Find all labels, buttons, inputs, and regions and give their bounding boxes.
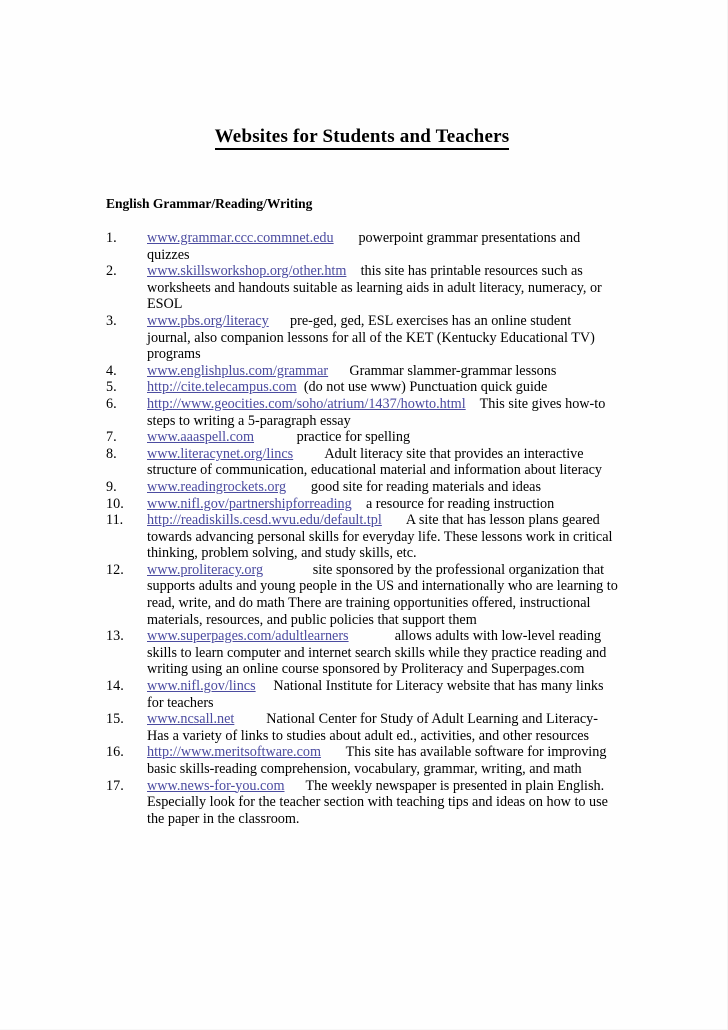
list-item-number: 9. <box>106 478 117 495</box>
list-item <box>106 363 618 380</box>
list-item <box>106 711 618 744</box>
list-item-body <box>147 778 618 828</box>
website-link[interactable]: www.ncsall.net <box>147 711 235 728</box>
list-item <box>106 678 618 711</box>
website-link[interactable]: www.skillsworkshop.org/other.htm <box>147 263 347 280</box>
list-item-number: 7. <box>106 429 117 446</box>
list-item-body <box>147 313 618 363</box>
website-link[interactable]: http://www.meritsoftware.com <box>147 744 322 761</box>
link-description-spacer <box>346 263 360 279</box>
list-item-number: 15. <box>106 711 124 728</box>
website-link[interactable]: www.aaaspell.com <box>147 429 255 446</box>
link-description-spacer <box>349 628 395 644</box>
list-item-body <box>147 496 618 513</box>
website-link[interactable]: http://cite.telecampus.com <box>147 379 297 396</box>
list-item <box>106 744 618 777</box>
page-title <box>106 126 618 150</box>
website-description: a resource for reading instruction <box>365 495 555 512</box>
website-description: Grammar slammer-grammar lessons <box>349 362 557 379</box>
website-link[interactable]: www.nifl.gov/lincs <box>147 678 256 695</box>
website-link[interactable]: http://readiskills.cesd.wvu.edu/default.tpl <box>147 512 382 529</box>
website-description: allows adults with low-level reading skills to learn computer and internet search skills while they practice reading and writing using an online course sponsored by Proliteracy and Superpages.com <box>147 628 607 678</box>
list-item-body <box>147 678 618 711</box>
website-link[interactable]: www.proliteracy.org <box>147 561 264 578</box>
website-link[interactable]: www.nifl.gov/partnershipforreading <box>147 495 352 512</box>
website-description: This site has available software for improving basic skills-reading comprehension, vocabulary, grammar, writing, and math <box>147 744 607 777</box>
list-item <box>106 230 618 263</box>
list-item <box>106 496 618 513</box>
list-item-body <box>147 744 618 777</box>
list-item-number: 11. <box>106 512 124 529</box>
list-item <box>106 396 618 429</box>
link-description-spacer <box>293 446 324 462</box>
list-item-body <box>147 711 618 744</box>
link-description-spacer <box>263 562 313 578</box>
list-item-body <box>147 396 618 429</box>
website-link[interactable]: www.superpages.com/adultlearners <box>147 628 349 645</box>
website-link[interactable]: www.readingrockets.org <box>147 478 287 495</box>
website-link[interactable]: www.pbs.org/literacy <box>147 312 269 329</box>
list-item-number: 8. <box>106 445 117 462</box>
list-item-number: 4. <box>106 362 117 379</box>
website-list <box>106 230 618 827</box>
website-description: This site gives how-to steps to writing a 5-paragraph essay <box>147 395 606 429</box>
website-description: A site that has lesson plans geared towards advancing personal skills for everyday life. These lessons work in critical thinking, problem solving, and study skills, etc. <box>147 512 613 562</box>
list-item-body <box>147 628 618 678</box>
list-item-body <box>147 363 618 380</box>
website-description: (do not use www) Punctuation quick guide <box>303 379 548 396</box>
list-item-number: 17. <box>106 777 124 794</box>
website-link[interactable]: http://www.geocities.com/soho/atrium/1437/howto.html <box>147 395 466 412</box>
list-item <box>106 446 618 479</box>
website-description: site sponsored by the professional organization that supports adults and young people in the US and internationally who are learning to read, write, and do math There are training opportunities offered, instructional materials, resources, and public policies that support them <box>147 561 618 628</box>
list-item <box>106 263 618 313</box>
link-description-spacer <box>254 429 297 445</box>
list-item-number: 14. <box>106 678 124 695</box>
list-item <box>106 429 618 446</box>
list-item <box>106 379 618 396</box>
link-description-spacer <box>286 479 311 495</box>
document-content <box>106 126 618 827</box>
website-link[interactable]: www.literacynet.org/lincs <box>147 445 294 462</box>
list-item <box>106 628 618 678</box>
list-item-body <box>147 512 618 562</box>
list-item <box>106 479 618 496</box>
list-item-number: 2. <box>106 263 117 280</box>
link-description-spacer <box>328 363 349 379</box>
list-item-body <box>147 562 618 628</box>
list-item-body <box>147 379 618 396</box>
list-item <box>106 313 618 363</box>
website-link[interactable]: www.grammar.ccc.commnet.edu <box>147 230 334 246</box>
link-description-spacer <box>297 379 304 395</box>
list-item-number: 5. <box>106 379 117 396</box>
website-description: National Institute for Literacy website that has many links for teachers <box>147 678 604 711</box>
page-title-text: Websites for Students and Teachers <box>215 126 510 150</box>
website-description: powerpoint grammar presentations and quizzes <box>147 230 581 263</box>
list-item-body <box>147 429 618 446</box>
list-item <box>106 512 618 562</box>
link-description-spacer <box>334 230 359 246</box>
link-description-spacer <box>256 678 274 694</box>
website-description: National Center for Study of Adult Learning and Literacy-Has a variety of links to studies about adult ed., activities, and other resources <box>147 711 598 744</box>
website-link[interactable]: www.englishplus.com/grammar <box>147 362 329 379</box>
list-item-number: 10. <box>106 495 124 512</box>
link-description-spacer <box>352 496 366 512</box>
link-description-spacer <box>382 512 406 528</box>
section-heading: English Grammar/Reading/Writing <box>106 196 313 211</box>
link-description-spacer <box>269 313 290 329</box>
website-description: The weekly newspaper is presented in plain English. Especially look for the teacher section with teaching tips and ideas on how to use the paper in the classroom. <box>147 777 608 827</box>
list-item-number: 3. <box>106 312 117 329</box>
website-description: practice for spelling <box>296 429 411 446</box>
list-item <box>106 778 618 828</box>
list-item-body <box>147 230 618 263</box>
website-description: Adult literacy site that provides an interactive structure of communication, educational material and information about literacy <box>147 445 603 479</box>
list-item <box>106 562 618 628</box>
list-item-number: 1. <box>106 230 117 246</box>
website-link[interactable]: www.news-for-you.com <box>147 777 285 794</box>
link-description-spacer <box>284 778 305 794</box>
website-description: pre-ged, ged, ESL exercises has an online student journal, also companion lessons for all of the KET (Kentucky Educational TV) programs <box>147 312 595 363</box>
link-description-spacer <box>466 396 480 412</box>
list-item-body <box>147 479 618 496</box>
link-description-spacer <box>321 744 346 760</box>
list-item-number: 13. <box>106 628 124 645</box>
list-item-number: 16. <box>106 744 124 761</box>
website-description: this site has printable resources such as worksheets and handouts suitable as learning aids in adult literacy, numeracy, or ESOL <box>147 263 602 313</box>
link-description-spacer <box>234 711 266 727</box>
list-item-number: 12. <box>106 561 124 578</box>
website-description: good site for reading materials and ideas <box>310 478 541 495</box>
list-item-number: 6. <box>106 395 117 412</box>
list-item-body <box>147 446 618 479</box>
list-item-body <box>147 263 618 313</box>
